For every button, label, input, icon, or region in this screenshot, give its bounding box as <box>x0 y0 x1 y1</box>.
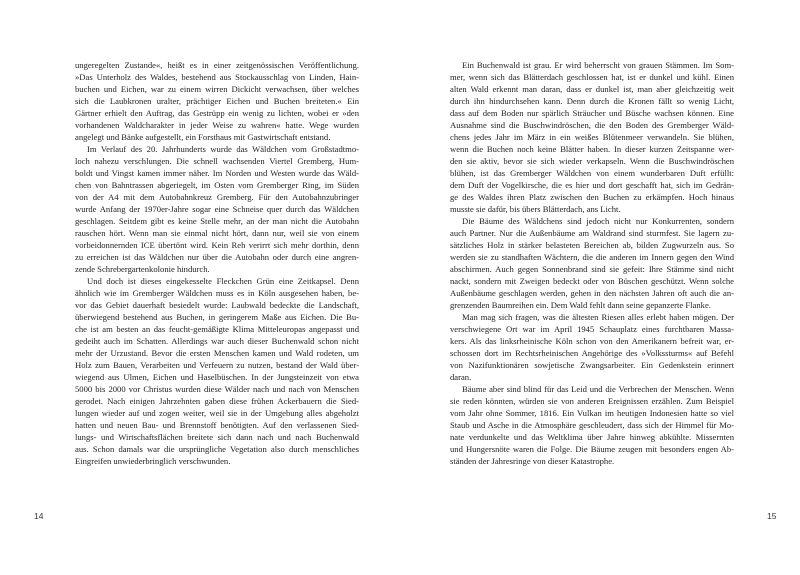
text-line: nackt, sondern mit Zweigen bedeckt oder von Büschen geschützt. Wenn solche <box>450 276 734 286</box>
text-line: lungs- und Wirtschaftsflächen breitete sich dann nach und nach Buchenwald <box>75 432 359 442</box>
text-line: chen von Bahntrassen abgeriegelt, im Osten vom Gremberger Ring, im Süden <box>75 180 359 190</box>
text-line: ähnlich wie im Gremberger Wäldchen muss es in Köln ausgesehen haben, be- <box>75 288 359 298</box>
text-line: Gärtner erhielt den Auftrag, das Gestrüpp ein wenig zu lichten, wobei er »den <box>75 108 359 118</box>
text-line: den sie aktiv, bevor sie sich wieder verkapseln. Wenn die Buschwindröschen <box>450 156 734 166</box>
text-line: ständen der Jahresringe von dieser Katastrophe. <box>450 456 615 466</box>
text-line: überwiegend bestehend aus Buchen, in geringerem Maße aus Eichen. Die Bu- <box>75 312 359 322</box>
text-line: sätzliches Holz in stärker belasteten Bereichen ab, bilden Zugwurzeln aus. So <box>450 240 734 250</box>
text-line: gedeiht auch im Schatten. Allerdings war auch dieser Buchenwald schon nicht <box>75 336 359 346</box>
text-line: musste sie dafür, bis übers Blätterdach, ans Licht. <box>450 204 621 214</box>
paragraph <box>75 59 359 143</box>
text-line: Im Verlauf des 20. Jahrhunderts wurde das Wäldchen vom Großstadtmo- <box>87 144 359 154</box>
text-line: rauschen hört. Wenn man sie einmal nicht hört, dann nur, weil sie von einem <box>75 228 359 238</box>
text-line: Ausnahme sind die Buschwindröschen, die den Boden des Gremberger Wäld- <box>450 120 734 130</box>
text-line: von Nazifunktionären sowjetische Zwangsarbeiter. Ein Gedenkstein erinnert <box>450 360 734 370</box>
text-line: wurde Anfang der 1970er-Jahre sogar eine Schneise quer durch das Wäldchen <box>75 204 359 214</box>
text-line: daran. <box>450 372 472 382</box>
text-line: vor das Gebiet dauerhaft besiedelt wurde: Laubwald bedeckte die Landschaft, <box>75 300 359 310</box>
text-line: und Hungersnöte waren die Folge. Die Bäume zeugen mit besonders engen Ab- <box>450 444 734 454</box>
right-page-text <box>450 59 734 467</box>
text-line: kers. Als das linksrheinische Köln schon von den Amerikanern befreit war, er- <box>450 336 734 346</box>
text-line: geschlagen. Seitdem gibt es keine Stelle mehr, an der man nicht die Autobahn <box>75 216 359 226</box>
text-line: chens jedes Jahr im März in ein weißes Blütenmeer verwandeln. Sie blühen, <box>450 132 734 142</box>
page-number-right: 15 <box>767 511 777 521</box>
text-line: vorbeidonnernden ICE übertönt wird. Kein Reh verirrt sich mehr dorthin, denn <box>75 240 359 250</box>
text-line: mer, wenn sich das Blätterdach geschlossen hat, ist er dunkel und kühl. Einen <box>450 72 734 82</box>
paragraph <box>450 59 734 215</box>
text-line: Staub und Asche in die Atmosphäre geschleudert, dass sich der Himmel für Mo- <box>450 420 734 430</box>
left-page-text <box>75 59 359 467</box>
text-line: Und doch ist dieses eingekesselte Fleckchen Grün eine Zeitkapsel. Denn <box>87 276 359 286</box>
paragraph <box>450 383 734 467</box>
text-line: sich die Laubkronen uralter, prächtiger Eichen und Buchen breiteten.« Ein <box>75 96 359 106</box>
text-line: nate verdunkelte und das Weltklima über Jahre hinweg abkühlte. Missernten <box>450 432 734 442</box>
text-line: abschirmen. Auch gegen Sonnenbrand sind sie gefeit: Ihre Stämme sind nicht <box>450 264 734 274</box>
text-line: von der A4 mit dem Autobahnkreuz Gremberg. Für den Autobahnzubringer <box>75 192 359 202</box>
text-line: loch nahezu verschlungen. Die schnell wachsenden Viertel Gremberg, Hum- <box>75 156 359 166</box>
text-line: zu erreichen ist das Wäldchen nur über die Autobahn oder durch eine angren- <box>75 252 359 262</box>
page-number-left: 14 <box>34 511 44 521</box>
text-line: vorhandenen Waldcharakter in jeder Weise zu wahren« hatte. Wege wurden <box>75 120 359 130</box>
text-line: Man mag sich fragen, was die ältesten Riesen alles erlebt haben mögen. Der <box>462 312 734 322</box>
text-line: lungen wieder auf und zogen weiter, weil sie in der Umgebung alles abgeholzt <box>75 408 359 418</box>
paragraph <box>75 143 359 275</box>
text-line: alten Wald erkennt man daran, dass er dunkel ist, man aber gleichzeitig weit <box>450 84 734 94</box>
text-line: Holz zum Bauen, Verarbeiten und Verfeuern zu nutzen, bestand der Wald über- <box>75 360 359 370</box>
text-line: Die Bäume des Wäldchens sind jedoch nicht nur Konkurrenten, sondern <box>462 216 734 226</box>
paragraph <box>450 215 734 311</box>
text-line: Ein Buchenwald ist grau. Er wird beherrscht von grauen Stämmen. Im Som- <box>462 60 734 70</box>
text-line: ungeregelten Zustande«, heißt es in einer zeitgenössischen Veröffentlichung. <box>75 60 359 70</box>
text-line: sie reden könnten, würden sie von anderen Ereignissen erzählen. Zum Beispiel <box>450 396 734 406</box>
text-line: Außenbäume geschlagen werden, gehen in den nächsten Jahren oft auch die an- <box>450 288 734 298</box>
text-line: durch ihn hindurchsehen kann. Denn durch die Kronen fällt so wenig Licht, <box>450 96 734 106</box>
text-line: Eingreifen unwiederbringlich verschwunden. <box>75 456 231 466</box>
paragraph <box>75 275 359 467</box>
text-line: dass auf dem Boden nur spärlich Sträucher und Büsche wachsen können. Eine <box>450 108 734 118</box>
text-line: zende Schrebergartenkolonie hindurch. <box>75 264 210 274</box>
text-line: verschwiegene Ort war im April 1945 Schauplatz eines furchtbaren Massa- <box>450 324 734 334</box>
text-line: dem Duft der Vogelkirsche, die es hier und dort geschafft hat, sich im Gedrän- <box>450 180 734 190</box>
text-line: che ist am besten an das feucht-gemäßigte Klima Mitteleuropas angepasst und <box>75 324 359 334</box>
text-line: Bäume aber sind blind für das Leid und die Verbrechen der Menschen. Wenn <box>462 384 734 394</box>
text-line: boldt und Vingst kamen immer näher. Im Norden und Westen wurde das Wäld- <box>75 168 359 178</box>
text-line: gerodet. Nach einigen Jahrzehnten gaben diese frühen Ackerbauern die Sied- <box>75 396 359 406</box>
text-line: blühen, ist das Gremberger Wäldchen von einem wunderbaren Duft erfüllt: <box>450 168 734 178</box>
text-line: aus. Schon damals war die ursprüngliche Vegetation also durch menschliches <box>75 444 359 454</box>
text-line: angelegt und Bänke aufgestellt, ein Forsthaus mit Gastwirtschaft entstand. <box>75 132 331 142</box>
paragraph <box>450 311 734 383</box>
text-line: schossen dort im Rechtsrheinischen Angehörige des »Volkssturms« auf Befehl <box>450 348 734 358</box>
text-line: werden sie zu standhaften Wächtern, die die anderen im Innern gegen den Wind <box>450 252 734 262</box>
text-line: auch Partner. Nur die Außenbäume am Waldrand sind sturmfest. Sie lagern zu- <box>450 228 734 238</box>
text-line: wiegend aus Ulmen, Eichen und Haselbüschen. In der Jungsteinzeit von etwa <box>75 372 359 382</box>
text-line: grenzenden Baumreihen ein. Dem Wald fehlt dann seine gepanzerte Flanke. <box>450 300 711 310</box>
text-line: »Das Unterholz des Waldes, bestehend aus Stockausschlag von Linden, Hain- <box>75 72 359 82</box>
text-line: 5000 bis 2000 vor Christus wurden diese Wälder nach und nach von Menschen <box>75 384 359 394</box>
text-line: ge des Waldes ihren Platz zwischen den Buchen zu erkämpfen. Hoch hinaus <box>450 192 734 202</box>
text-line: vom Jahr ohne Sommer, 1816. Ein Vulkan im heutigen Indonesien hatte so viel <box>450 408 734 418</box>
text-line: hatten und neuen Bau- und Brennstoff benötigten. Auf den verlassenen Sied- <box>75 420 359 430</box>
text-line: wenn die Buchen noch keine Blätter haben. In dieser kurzen Zeitspanne wer- <box>450 144 734 154</box>
text-line: mehr der Urzustand. Bevor die ersten Menschen kamen und Wald rodeten, um <box>75 348 359 358</box>
text-line: buchen und Eichen, war zu einem wirren Dickicht verwachsen, über welches <box>75 84 359 94</box>
